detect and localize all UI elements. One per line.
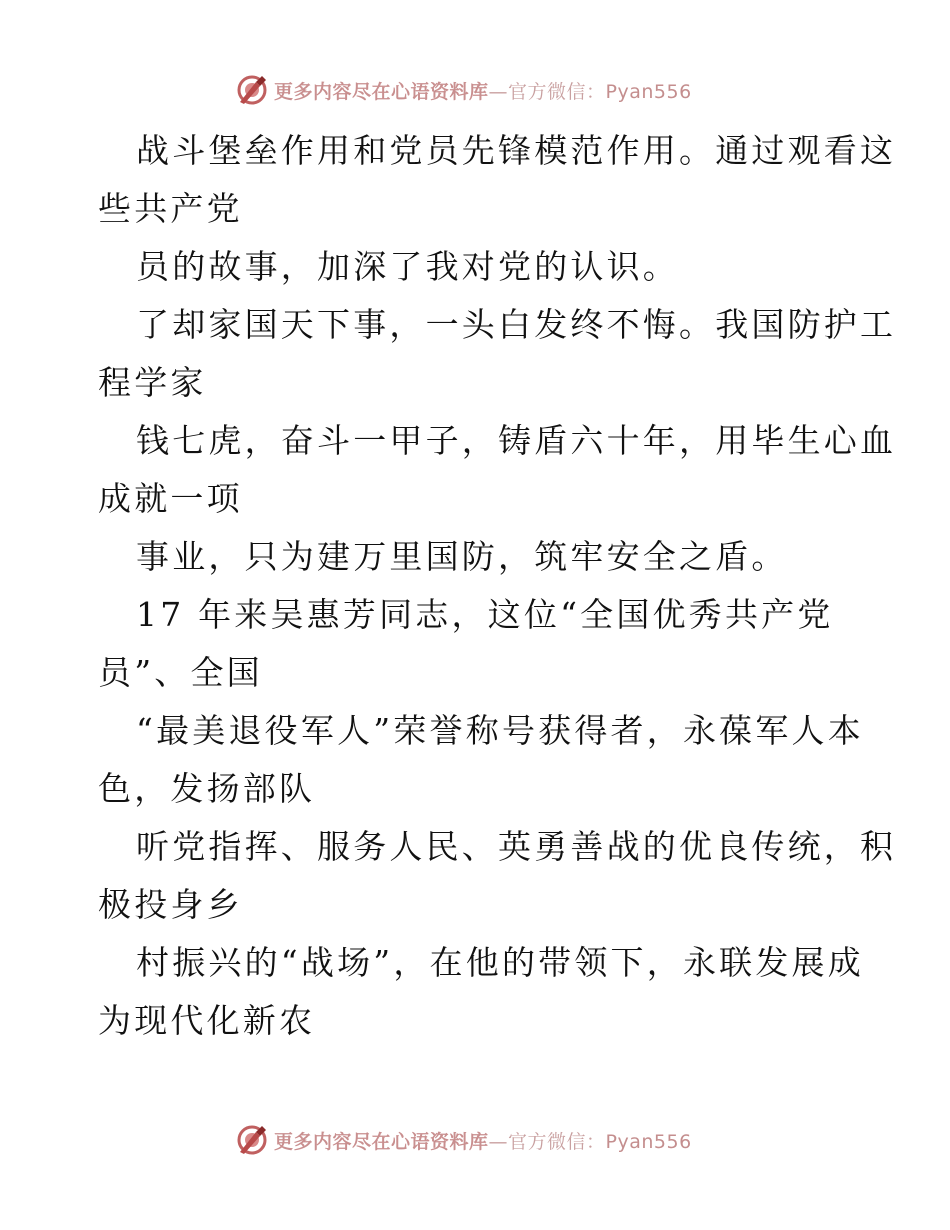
watermark-text — [274, 1127, 692, 1154]
paragraph-line: 村振兴的“战场”，在他的带领下，永联发展成 — [136, 943, 864, 982]
footer-watermark — [234, 1122, 692, 1158]
paragraph-line: 17 年来吴惠芳同志，这位“全国优秀共产党 — [136, 595, 834, 634]
watermark-text — [274, 77, 692, 104]
paragraph-line: 听党指挥、服务人民、英勇善战的优良传统，积 — [136, 827, 897, 866]
document-body — [98, 122, 897, 1050]
watermark-suffix: 官方微信： — [508, 1130, 606, 1153]
paragraph — [98, 934, 864, 1050]
pen-nib-circle-icon — [234, 72, 270, 108]
paragraph-line: 员”、全国 — [98, 653, 263, 692]
paragraph-line: 员的故事，加深了我对党的认识。 — [136, 247, 679, 286]
watermark-suffix: 官方微信： — [508, 80, 606, 103]
paragraph-line: 色，发扬部队 — [98, 769, 316, 808]
watermark-dash: — — [488, 1130, 509, 1153]
paragraph — [98, 296, 897, 412]
paragraph-line: “最美退役军人”荣誉称号获得者，永葆军人本 — [136, 711, 864, 750]
paragraph-line: 事业，只为建万里国防，筑牢安全之盾。 — [136, 537, 788, 576]
paragraph-line: 钱七虎，奋斗一甲子，铸盾六十年，用毕生心血 — [136, 421, 897, 460]
watermark-brand: 更多内容尽在心语资料库 — [274, 80, 489, 103]
paragraph-line: 战斗堡垒作用和党员先锋模范作用。通过观看这 — [136, 131, 897, 170]
paragraph-line: 极投身乡 — [98, 885, 243, 924]
paragraph — [98, 702, 864, 818]
paragraph-line: 了却家国天下事，一头白发终不悔。我国防护工 — [136, 305, 897, 344]
paragraph — [98, 122, 897, 238]
paragraph-line: 为现代化新农 — [98, 1001, 316, 1040]
watermark-wechat-id: Pyan556 — [605, 80, 692, 103]
paragraph-line: 些共产党 — [98, 189, 243, 228]
paragraph — [98, 528, 858, 586]
paragraph — [98, 586, 858, 702]
watermark-dash: — — [488, 80, 509, 103]
paragraph — [98, 238, 858, 296]
paragraph-line: 成就一项 — [98, 479, 243, 518]
paragraph — [98, 412, 897, 528]
header-watermark — [234, 72, 692, 108]
paragraph-line: 程学家 — [98, 363, 207, 402]
paragraph — [98, 818, 897, 934]
watermark-brand: 更多内容尽在心语资料库 — [274, 1130, 489, 1153]
pen-nib-circle-icon — [234, 1122, 270, 1158]
watermark-wechat-id: Pyan556 — [605, 1130, 692, 1153]
